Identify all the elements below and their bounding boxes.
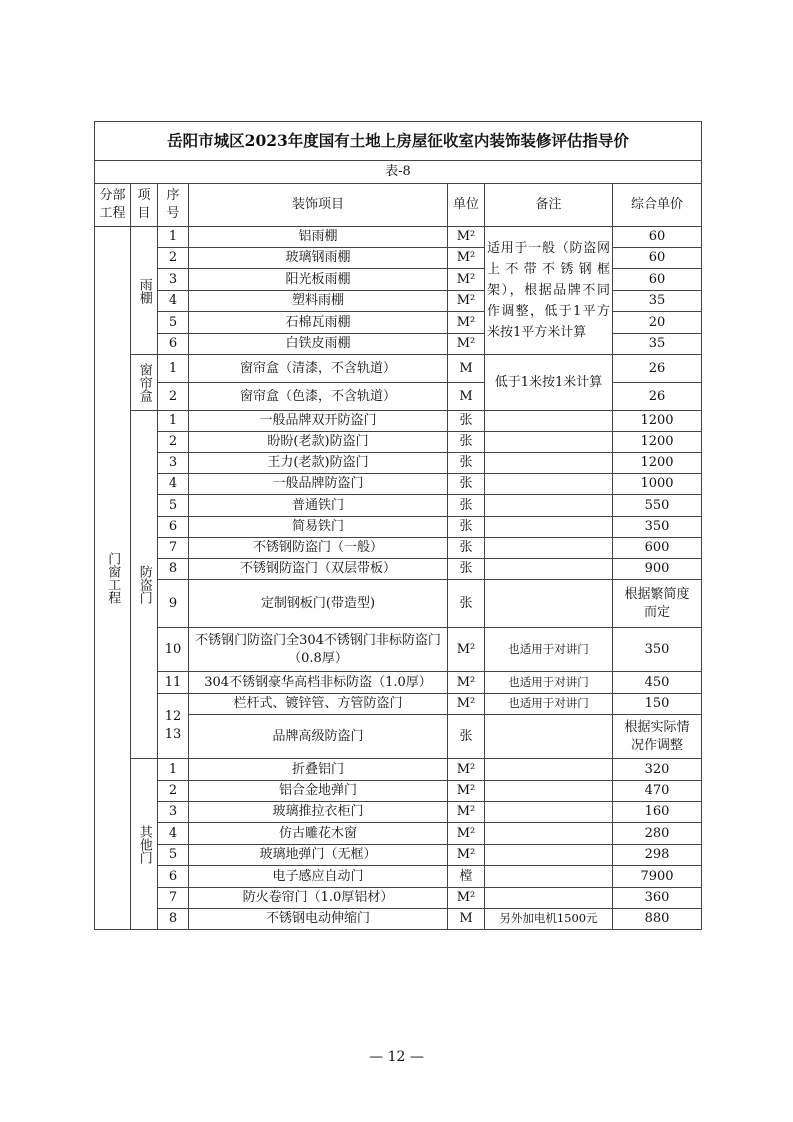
note-cell: [485, 781, 613, 802]
table-row: [95, 672, 702, 694]
table-row: [95, 559, 702, 580]
seq-cell: 1: [158, 355, 189, 383]
note-cell: 适用于一般（防盗网上不带不锈钢框架），根据品牌不同作调整，低于1平方米按1平方米计算: [485, 227, 613, 355]
price-cell: 根据繁简度而定: [613, 580, 702, 628]
header-seq: 序 号: [158, 184, 189, 227]
table-row: [95, 694, 702, 715]
note-cell: 也适用于对讲门: [485, 694, 613, 715]
seq-cell: 7: [158, 538, 189, 559]
unit-cell: 张: [448, 517, 485, 538]
item-name-cell: 玻璃推拉衣柜门: [189, 802, 448, 823]
unit-cell: 樘: [448, 866, 485, 888]
price-cell: 470: [613, 781, 702, 802]
seq-cell: 5: [158, 312, 189, 334]
seq-cell: 6: [158, 866, 189, 888]
item-name-cell: 铝雨棚: [189, 227, 448, 248]
price-cell: 60: [613, 227, 702, 248]
seq-cell: 2: [158, 432, 189, 453]
seq-cell: 1: [158, 227, 189, 248]
price-cell: 320: [613, 759, 702, 781]
item-name-cell: 一般品牌双开防盗门: [189, 411, 448, 432]
item-name-cell: 阳光板雨棚: [189, 269, 448, 291]
item-name-cell: 白铁皮雨棚: [189, 334, 448, 355]
note-cell: 低于1米按1米计算: [485, 355, 613, 411]
note-cell: [485, 538, 613, 559]
item-name-cell: 不锈钢防盗门（一般）: [189, 538, 448, 559]
seq-cell: 9: [158, 580, 189, 628]
category-label: 窗帘盒: [136, 363, 152, 402]
item-name-cell: 王力(老款)防盗门: [189, 453, 448, 474]
header-row: [95, 184, 702, 227]
unit-cell: M²: [448, 672, 485, 694]
item-name-cell: 不锈钢门防盗门全304不锈钢门非标防盗门（0.8厚）: [189, 628, 448, 672]
price-cell: 550: [613, 495, 702, 517]
unit-cell: M: [448, 355, 485, 383]
price-cell: 20: [613, 312, 702, 334]
seq-cell: 3: [158, 453, 189, 474]
header-note: 备注: [485, 184, 613, 227]
table-row: [95, 517, 702, 538]
price-cell: 298: [613, 845, 702, 866]
unit-cell: 张: [448, 538, 485, 559]
item-name-cell: 栏杆式、镀锌管、方管防盗门: [189, 694, 448, 715]
table-row: [95, 432, 702, 453]
price-cell: 1200: [613, 432, 702, 453]
unit-cell: 张: [448, 715, 485, 759]
price-cell: 150: [613, 694, 702, 715]
seq-cell: 10: [158, 628, 189, 672]
note-cell: [485, 495, 613, 517]
unit-cell: M²: [448, 227, 485, 248]
unit-cell: M²: [448, 291, 485, 312]
unit-cell: 张: [448, 411, 485, 432]
table-row: [95, 823, 702, 845]
item-name-cell: 盼盼(老款)防盗门: [189, 432, 448, 453]
table-row: [95, 845, 702, 866]
seq-cell: 2: [158, 781, 189, 802]
note-cell: [485, 453, 613, 474]
note-cell: [485, 759, 613, 781]
note-cell: [485, 888, 613, 909]
seq-cell: 8: [158, 559, 189, 580]
item-name-cell: 铝合金地弹门: [189, 781, 448, 802]
note-cell: [485, 715, 613, 759]
unit-cell: M²: [448, 802, 485, 823]
note-cell: [485, 802, 613, 823]
item-name-cell: 窗帘盒（清漆，不含轨道）: [189, 355, 448, 383]
price-cell: 26: [613, 383, 702, 411]
price-cell: 根据实际情况作调整: [613, 715, 702, 759]
unit-cell: M²: [448, 823, 485, 845]
note-cell: [485, 411, 613, 432]
table-row: [95, 227, 702, 248]
note-cell: [485, 432, 613, 453]
item-name-cell: 定制钢板门(带造型): [189, 580, 448, 628]
table-row: [95, 628, 702, 672]
table-row: [95, 781, 702, 802]
unit-cell: 张: [448, 474, 485, 495]
item-name-cell: 防火卷帘门（1.0厚铝材）: [189, 888, 448, 909]
seq-cell: 4: [158, 823, 189, 845]
note-cell: [485, 559, 613, 580]
seq-cell: 2: [158, 248, 189, 269]
unit-cell: M²: [448, 334, 485, 355]
category-cell: [131, 227, 158, 355]
table-row: [95, 495, 702, 517]
item-name-cell: 304不锈钢豪华高档非标防盗（1.0厚）: [189, 672, 448, 694]
header-item: 装饰项目: [189, 184, 448, 227]
price-cell: 880: [613, 909, 702, 930]
unit-cell: M²: [448, 781, 485, 802]
item-name-cell: 普通铁门: [189, 495, 448, 517]
note-cell: 也适用于对讲门: [485, 628, 613, 672]
unit-cell: M²: [448, 694, 485, 715]
unit-cell: M²: [448, 312, 485, 334]
unit-cell: 张: [448, 432, 485, 453]
page-number: — 12 —: [369, 1049, 424, 1065]
category-cell: [131, 411, 158, 759]
note-cell: [485, 580, 613, 628]
table-title: 岳阳市城区2023年度国有土地上房屋征收室内装饰装修评估指导价: [95, 122, 702, 161]
seq-cell: 3: [158, 802, 189, 823]
seq-cell: 5: [158, 845, 189, 866]
item-name-cell: 玻璃钢雨棚: [189, 248, 448, 269]
seq-cell: 5: [158, 495, 189, 517]
unit-cell: M²: [448, 845, 485, 866]
category-label: 防盗门: [136, 565, 152, 604]
price-cell: 35: [613, 334, 702, 355]
item-name-cell: 品牌高级防盗门: [189, 715, 448, 759]
table-row: [95, 474, 702, 495]
table-row: [95, 453, 702, 474]
item-name-cell: 塑料雨棚: [189, 291, 448, 312]
header-category: 项 目: [131, 184, 158, 227]
price-cell: 35: [613, 291, 702, 312]
header-unit: 单位: [448, 184, 485, 227]
category-cell: [131, 759, 158, 930]
price-cell: 60: [613, 248, 702, 269]
unit-cell: M²: [448, 269, 485, 291]
division-cell: [95, 227, 131, 930]
unit-cell: M: [448, 909, 485, 930]
item-name-cell: 一般品牌防盗门: [189, 474, 448, 495]
division-label: 门窗工程: [105, 552, 121, 604]
seq-cell: 7: [158, 888, 189, 909]
seq-cell: 6: [158, 517, 189, 538]
header-division: 分部 工程: [95, 184, 131, 227]
item-name-cell: 折叠铝门: [189, 759, 448, 781]
table-row: [95, 866, 702, 888]
item-name-cell: 简易铁门: [189, 517, 448, 538]
item-name-cell: 石棉瓦雨棚: [189, 312, 448, 334]
seq-cell: 3: [158, 269, 189, 291]
price-cell: 60: [613, 269, 702, 291]
item-name-cell: 玻璃地弹门（无框）: [189, 845, 448, 866]
price-cell: 350: [613, 517, 702, 538]
unit-cell: 张: [448, 580, 485, 628]
note-cell: [485, 474, 613, 495]
category-label: 其他门: [136, 824, 152, 864]
price-cell: 1200: [613, 411, 702, 432]
item-name-cell: 不锈钢防盗门（双层带板）: [189, 559, 448, 580]
item-name-cell: 不锈钢电动伸缩门: [189, 909, 448, 930]
seq-cell: 1: [158, 411, 189, 432]
category-cell: [131, 355, 158, 411]
price-cell: 900: [613, 559, 702, 580]
price-cell: 7900: [613, 866, 702, 888]
seq-cell: 12 13: [158, 694, 189, 759]
note-cell: [485, 823, 613, 845]
note-cell: 也适用于对讲门: [485, 672, 613, 694]
price-cell: 350: [613, 628, 702, 672]
unit-cell: 张: [448, 453, 485, 474]
seq-cell: 6: [158, 334, 189, 355]
note-cell: [485, 517, 613, 538]
price-cell: 600: [613, 538, 702, 559]
table-row: [95, 538, 702, 559]
category-label: 雨棚: [136, 277, 152, 304]
seq-cell: 8: [158, 909, 189, 930]
unit-cell: M²: [448, 628, 485, 672]
table-row: [95, 909, 702, 930]
price-cell: 1200: [613, 453, 702, 474]
price-guide-table: [94, 121, 702, 930]
unit-cell: M²: [448, 759, 485, 781]
seq-cell: 11: [158, 672, 189, 694]
unit-cell: 张: [448, 559, 485, 580]
table-row: [95, 355, 702, 383]
price-cell: 1000: [613, 474, 702, 495]
header-price: 综合单价: [613, 184, 702, 227]
unit-cell: 张: [448, 495, 485, 517]
note-cell: [485, 845, 613, 866]
note-cell: [485, 866, 613, 888]
seq-cell: 1: [158, 759, 189, 781]
price-cell: 26: [613, 355, 702, 383]
table-row: [95, 888, 702, 909]
note-cell: 另外加电机1500元: [485, 909, 613, 930]
table-number: 表-8: [95, 161, 702, 184]
item-name-cell: 仿古雕花木窗: [189, 823, 448, 845]
unit-cell: M: [448, 383, 485, 411]
seq-cell: 4: [158, 474, 189, 495]
price-cell: 160: [613, 802, 702, 823]
table-row: [95, 580, 702, 628]
price-cell: 280: [613, 823, 702, 845]
price-cell: 450: [613, 672, 702, 694]
table-row: [95, 411, 702, 432]
item-name-cell: 窗帘盒（色漆，不含轨道）: [189, 383, 448, 411]
unit-cell: M²: [448, 888, 485, 909]
unit-cell: M²: [448, 248, 485, 269]
item-name-cell: 电子感应自动门: [189, 866, 448, 888]
table-row: [95, 802, 702, 823]
seq-cell: 2: [158, 383, 189, 411]
price-cell: 360: [613, 888, 702, 909]
seq-cell: 4: [158, 291, 189, 312]
table-row: [95, 759, 702, 781]
